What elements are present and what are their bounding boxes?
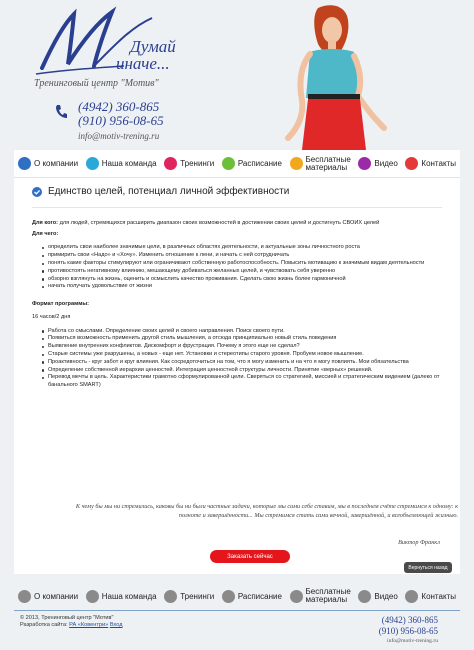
schedule-icon xyxy=(222,157,235,170)
developer-prefix: Разработка сайта: xyxy=(20,622,70,628)
contacts-icon xyxy=(405,157,418,170)
nav-label: Видео xyxy=(374,591,398,601)
nav-label: Тренинги xyxy=(180,159,215,168)
nav-item-free-materials[interactable] xyxy=(290,156,351,172)
for-whom-paragraph xyxy=(32,220,442,227)
list-item: понять какие факторы стимулируют или ограничивают собственную работоспособность. Повысить мотивацию к значимым видам деятельности xyxy=(42,260,442,268)
list-item: Перевод мечты в цель. Характеристики грамотно сформулированной цели. Сверяться со стратегией, миссией и стратегическим видением (далеко от банального SMART) xyxy=(42,374,442,390)
list-item: начать получать удовольствие от жизни xyxy=(42,283,442,291)
format-list xyxy=(42,328,442,390)
footer-nav xyxy=(14,582,460,610)
site-footer xyxy=(14,610,460,650)
nav-item-contacts[interactable] xyxy=(405,590,456,603)
list-item: Работа со смыслами. Определение своих целей и своего направления. Поиск своего пути. xyxy=(42,328,442,336)
team-icon xyxy=(86,590,99,603)
info-icon xyxy=(18,157,31,170)
check-circle-icon xyxy=(32,187,42,197)
nav-label: Контакты xyxy=(421,591,456,601)
logo-slogan-line1: Думай xyxy=(130,37,176,56)
logo-slogan-line2: иначе... xyxy=(116,54,170,73)
list-item: Выявление внутренних конфликтов. Дискомфорт и фрустрация. Почему я этого еще не сделал? xyxy=(42,343,442,351)
nav-item-schedule[interactable] xyxy=(222,157,282,170)
nav-label: Тренинги xyxy=(180,591,215,601)
nav-item-video[interactable] xyxy=(358,157,397,170)
nav-item-about[interactable] xyxy=(18,157,78,170)
footer-phone-1[interactable]: (4942) 360-865 xyxy=(381,615,438,625)
nav-label xyxy=(306,156,351,172)
nav-item-team[interactable] xyxy=(86,157,157,170)
order-now-button[interactable]: Заказать сейчас xyxy=(210,550,290,563)
nav-label xyxy=(306,588,351,604)
trainings-icon xyxy=(164,590,177,603)
contacts-icon xyxy=(405,590,418,603)
video-icon xyxy=(358,157,371,170)
for-whom-text: для людей, стремящихся расширить диапазон своих возможностей в достижении своих целей и достигнуть СВОИХ целей xyxy=(58,220,380,226)
what-for-list xyxy=(42,244,442,291)
tagline: Тренинговый центр "Мотив" xyxy=(34,78,159,89)
copyright: © 2013, Тренинговый центр "Мотив" xyxy=(20,615,114,621)
go-back-button[interactable]: Вернуться назад xyxy=(404,562,452,573)
developer-link[interactable]: РА «Ковентри» xyxy=(69,622,109,628)
list-item: Появиться возможность применить другой стиль мышления, а отсюда принципиально новый стиль поведения xyxy=(42,335,442,343)
header-email[interactable]: info@motiv-trening.ru xyxy=(78,131,160,141)
login-link[interactable]: Вход xyxy=(109,622,123,628)
nav-label: Расписание xyxy=(237,159,282,168)
nav-label-line2: материалы xyxy=(305,595,348,604)
title-row xyxy=(32,186,442,208)
free-materials-icon xyxy=(290,157,303,170)
site-header xyxy=(14,0,460,150)
nav-item-team[interactable] xyxy=(86,590,157,603)
quote-text: К чему бы мы ни стремились, каковы бы ни были частные задачи, которые мы сами себе ставим, мы в последнем счёте стремимся к одному: к полноте и завершённости... Мы стремимся стать сами вечной, завершённой, и всеобъемлющей жизнью. xyxy=(75,503,458,519)
list-item: обзорно взглянуть на жизнь, оценить и осмыслить качество проживания. Сделать свою жизнь более гармоничной xyxy=(42,276,442,284)
nav-label: Расписание xyxy=(237,591,282,601)
nav-item-about[interactable] xyxy=(18,590,78,603)
info-icon xyxy=(18,590,31,603)
woman-photo xyxy=(280,4,390,150)
list-item: противостоять негативному влиянию, мешающему добиваться желанных целей, и чувствовать себя уверенно xyxy=(42,268,442,276)
what-for-heading: Для чего: xyxy=(32,231,59,238)
nav-item-schedule[interactable] xyxy=(222,590,282,603)
team-icon xyxy=(86,157,99,170)
nav-label-line1: Бесплатные xyxy=(305,154,351,164)
list-item: определить свои наиболее значимые цели, в различных областях деятельности, и актуальные зоны личностного роста xyxy=(42,244,442,252)
phone-icon xyxy=(54,104,68,120)
nav-label: Наша команда xyxy=(101,591,157,601)
header-phone-1[interactable]: (4942) 360-865 xyxy=(78,99,160,114)
nav-item-trainings[interactable] xyxy=(164,157,214,170)
list-item: Проактивность - круг забот и круг влияния. Как сосредоточиться на том, что я могу изменить и на что я могу повлиять. Мои обязательства xyxy=(42,359,442,367)
page xyxy=(14,0,460,650)
trainings-icon xyxy=(164,157,177,170)
logo-slogan xyxy=(116,38,176,72)
quote-author: Виктор Франкл xyxy=(398,539,440,546)
nav-item-free-materials[interactable] xyxy=(290,588,351,604)
nav-item-trainings[interactable] xyxy=(164,590,214,603)
nav-item-video[interactable] xyxy=(358,590,397,603)
nav-label: О компании xyxy=(34,159,79,168)
nav-label: Наша команда xyxy=(101,159,157,168)
footer-email[interactable]: info@motiv-trening.ru xyxy=(387,638,438,644)
nav-label-line2: материалы xyxy=(305,162,348,172)
header-phone-2[interactable]: (910) 956-08-65 xyxy=(78,113,164,128)
video-icon xyxy=(358,590,371,603)
list-item: Определение собственной иерархии ценностей. Интеграция ценностной структуры личности. Принятие «верных» решений. xyxy=(42,367,442,375)
footer-phone-2[interactable]: (910) 956-08-65 xyxy=(378,626,438,636)
list-item: Старые системы уже разрушены, а новых - еще нет. Установки и стереотипы старого уровня. Пробуем новое мышление. xyxy=(42,351,442,359)
format-hours: 16 часов/2 дня xyxy=(32,314,71,321)
for-whom-label: Для кого: xyxy=(32,220,59,226)
nav-label: Видео xyxy=(374,159,398,168)
main-content xyxy=(14,178,460,574)
footer-contacts xyxy=(379,615,438,645)
free-materials-icon xyxy=(290,590,303,603)
nav-item-contacts[interactable] xyxy=(405,157,456,170)
format-heading: Формат программы: xyxy=(32,301,89,308)
page-title: Единство целей, потенциал личной эффективности xyxy=(48,186,290,197)
list-item: примирить свои «Надо» и «Хочу». Изменить отношение к лени, и начать с ней сотрудничать xyxy=(42,252,442,260)
nav-label: О компании xyxy=(34,591,79,601)
schedule-icon xyxy=(222,590,235,603)
nav-label-line1: Бесплатные xyxy=(305,587,351,596)
main-nav xyxy=(14,150,460,178)
nav-label: Контакты xyxy=(421,159,456,168)
